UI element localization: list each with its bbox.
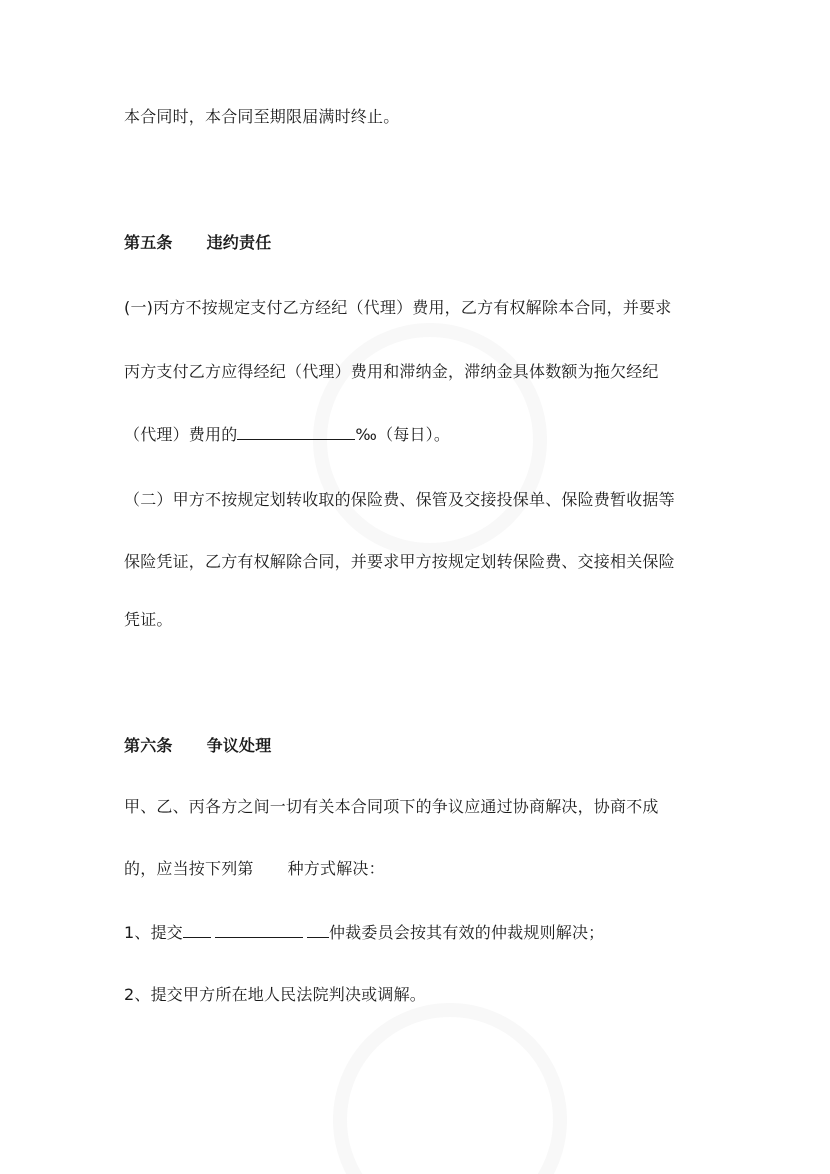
late-fee-rate-blank[interactable]	[237, 424, 355, 440]
option-1	[124, 922, 604, 944]
article-5-para-2-line-1: （二）甲方不按规定划转收取的保险费、保管及交接投保单、保险费暂收据等	[124, 490, 675, 509]
option-1-label: 1、提交	[124, 923, 183, 942]
article-6-para-1-line-1: 甲、乙、丙各方之间一切有关本合同项下的争议应通过协商解决，协商不成	[124, 797, 659, 816]
article-6-number: 第六条	[124, 736, 173, 755]
arbitration-name-blank-c[interactable]	[307, 922, 329, 938]
late-fee-unit: ‰（每日）。	[355, 425, 451, 444]
continuation-text: 本合同时，本合同至期限届满时终止。	[124, 107, 400, 126]
article-5-number: 第五条	[124, 233, 173, 252]
method-choice-label: 的，应当按下列第	[124, 859, 254, 878]
article-5-para-1-line-2: 丙方支付乙方应得经纪（代理）费用和滞纳金，滞纳金具体数额为拖欠经纪	[124, 362, 659, 381]
method-choice-suffix: 种方式解决：	[287, 859, 385, 878]
arbitration-name-blank-b[interactable]	[215, 922, 303, 938]
arbitration-name-blank-a[interactable]	[183, 922, 211, 938]
article-5-title: 违约责任	[206, 233, 272, 252]
article-6-title: 争议处理	[206, 736, 272, 755]
article-5-para-1-line-1: (一)丙方不按规定支付乙方经纪（代理）费用，乙方有权解除本合同，并要求	[124, 298, 672, 317]
late-fee-label: （代理）费用的	[124, 425, 238, 444]
option-1-text: 仲裁委员会按其有效的仲裁规则解决；	[328, 923, 605, 942]
article-5-para-2-line-2: 保险凭证，乙方有权解除合同，并要求甲方按规定划转保险费、交接相关保险	[124, 552, 675, 571]
article-5-para-2-line-3: 凭证。	[124, 610, 173, 629]
article-6-para-1-line-2	[124, 858, 385, 880]
article-6-heading	[124, 735, 271, 757]
article-5-heading	[124, 232, 271, 254]
option-2: 2、提交甲方所在地人民法院判决或调解。	[124, 985, 426, 1004]
article-5-para-1-line-3	[124, 424, 450, 446]
